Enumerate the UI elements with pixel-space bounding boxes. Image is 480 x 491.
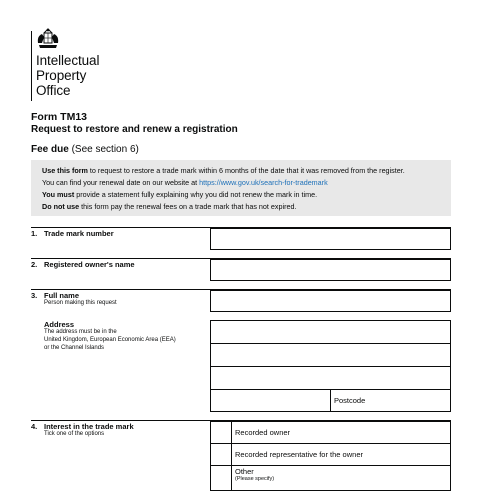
form-subtitle: Request to restore and renew a registration <box>31 124 238 135</box>
section-2-label: Registered owner's name <box>44 260 135 269</box>
option-row-divider <box>210 443 451 444</box>
address-label: Address <box>44 320 75 329</box>
section-1-number: 1. <box>31 229 38 238</box>
notice-line-4 <box>42 202 296 211</box>
notice-line-1-bold: Use this form <box>42 166 88 175</box>
notice-line-3-bold: You must <box>42 190 75 199</box>
option-row-divider <box>210 465 451 466</box>
royal-crest-icon <box>35 27 61 51</box>
notice-box <box>31 160 451 216</box>
registered-owner-name-field[interactable] <box>210 259 451 281</box>
section-4-number: 4. <box>31 422 38 431</box>
address-hint-1: The address must be in the <box>44 329 117 335</box>
address-hint-3: or the Channel Islands <box>44 345 105 351</box>
trade-mark-number-field[interactable] <box>210 228 451 250</box>
org-name-line-1: Intellectual <box>36 53 100 68</box>
postcode-separator <box>330 389 331 412</box>
option-other: Other <box>235 467 254 476</box>
recorded-representative-checkbox[interactable] <box>211 444 231 465</box>
option-other-hint: (Please specify) <box>235 476 275 482</box>
section-3-number: 3. <box>31 291 38 300</box>
notice-line-1 <box>42 166 405 175</box>
section-2-number: 2. <box>31 260 38 269</box>
section-4-label: Interest in the trade mark <box>44 422 134 431</box>
option-recorded-representative: Recorded representative for the owner <box>235 450 363 459</box>
tick-column-separator <box>231 421 232 491</box>
notice-line-3 <box>42 190 317 199</box>
org-name-line-2: Property <box>36 68 87 83</box>
other-checkbox[interactable] <box>211 466 231 480</box>
address-hint-2: United Kingdom, European Economic Area (EEA) <box>44 337 176 343</box>
option-recorded-owner: Recorded owner <box>235 428 291 437</box>
org-name-line-3: Office <box>36 83 71 98</box>
postcode-label: Postcode <box>334 396 366 405</box>
notice-line-2 <box>42 178 328 187</box>
full-name-field[interactable] <box>210 290 451 312</box>
section-4-hint: Tick one of the options <box>44 431 105 437</box>
section-3-label: Full name <box>44 291 80 300</box>
form-title: Form TM13 <box>31 111 88 123</box>
notice-line-1-text: to request to restore a trade mark within 6 months of the date that it was removed from the register. <box>87 166 405 175</box>
notice-line-4-text: this form pay the renewal fees on a trade mark that has not expired. <box>79 202 297 211</box>
address-line-divider <box>210 343 451 344</box>
address-line-divider <box>210 366 451 367</box>
fee-due <box>31 144 139 155</box>
notice-line-2-text: You can find your renewal date on our website at <box>42 178 200 187</box>
section-3-hint: Person making this request <box>44 300 117 306</box>
notice-line-4-bold: Do not use <box>42 202 80 211</box>
fee-label: Fee due <box>31 144 69 155</box>
fee-note: (See section 6) <box>71 144 139 155</box>
recorded-owner-checkbox[interactable] <box>211 422 231 443</box>
notice-line-3-text: provide a statement fully explaining why you did not renew the mark in time. <box>74 190 318 199</box>
logo-rule <box>31 31 32 101</box>
search-trademark-link[interactable]: https://www.gov.uk/search-for-trademark <box>199 178 328 187</box>
section-1-label: Trade mark number <box>44 229 114 238</box>
